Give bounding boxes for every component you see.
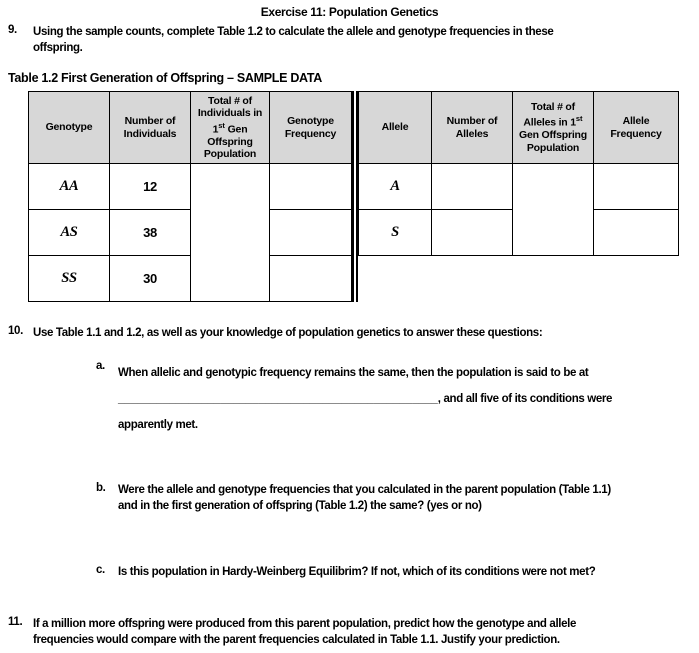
number-alleles-S-blank-cell [432, 210, 513, 256]
genotype-header-row [29, 92, 352, 164]
header-total-individuals-pre: Total # of Individuals in 1 [197, 94, 263, 135]
genotype-section-table [28, 91, 352, 302]
header-number-of-individuals: Number of Individuals [110, 92, 191, 164]
genotype-frequency-SS-blank-cell [270, 256, 352, 302]
ordinal-superscript: st [218, 120, 225, 130]
table-row [359, 164, 679, 210]
genotype-frequency-AA-blank-cell [270, 164, 352, 210]
question-10a-line-3: apparently met. [118, 419, 198, 431]
question-10-number: 10. [8, 325, 23, 337]
table-1-2-caption: Table 1.2 First Generation of Offspring – SAMPLE DATA [8, 71, 322, 85]
question-11 [8, 616, 691, 648]
question-11-line-1: If a million more offspring were produced from this parent population, predict how the genotype and allele [33, 618, 577, 630]
total-alleles-blank-cell [513, 164, 594, 256]
number-alleles-A-blank-cell [432, 164, 513, 210]
question-10b-text [118, 482, 611, 514]
total-individuals-blank-cell [191, 164, 270, 302]
question-10b-line-2: and in the first generation of offspring (Table 1.2) the same? (yes or no) [118, 500, 482, 512]
allele-S: S [359, 210, 432, 256]
question-10c [96, 564, 691, 580]
table-row [29, 210, 352, 256]
page-title: Exercise 11: Population Genetics [260, 5, 439, 19]
allele-frequency-A-blank-cell [594, 164, 679, 210]
question-10 [8, 325, 691, 341]
genotype-frequency-AS-blank-cell [270, 210, 352, 256]
question-9-text [33, 24, 553, 56]
genotype-AA: AA [29, 164, 110, 210]
question-9 [8, 24, 691, 56]
question-9-number: 9. [8, 24, 17, 36]
question-9-line-2: offspring. [33, 42, 83, 54]
header-total-alleles [513, 92, 594, 164]
table-1-2 [28, 91, 691, 302]
question-9-line-1: Using the sample counts, complete Table 1.2 to calculate the allele and genotype frequencies in these [33, 26, 554, 38]
ordinal-superscript: st [575, 114, 583, 124]
header-genotype: Genotype [29, 92, 110, 164]
question-11-line-2: frequencies would compare with the parent frequencies calculated in Table 1.1. Justify your prediction. [33, 634, 560, 646]
genotype-AS: AS [29, 210, 110, 256]
question-10a-line-1: When allelic and genotypic frequency remains the same, then the population is said to be at [118, 367, 589, 379]
number-individuals-AS: 38 [110, 210, 191, 256]
allele-header-row [359, 92, 679, 164]
question-11-text [33, 616, 576, 648]
question-10a-text [118, 360, 612, 438]
question-10c-label: c. [96, 564, 105, 576]
header-allele-frequency: Allele Frequency [594, 92, 679, 164]
header-number-of-alleles: Number of Alleles [432, 92, 513, 164]
question-10-text [33, 325, 542, 341]
question-10-line-1: Use Table 1.1 and 1.2, as well as your knowledge of population genetics to answer these questions: [33, 327, 543, 339]
question-10b-label: b. [96, 482, 106, 494]
answer-blank: __________________________________________________ [118, 393, 438, 405]
header-total-alleles-post: Gen Offspring Population [519, 129, 587, 154]
header-genotype-frequency: Genotype Frequency [270, 92, 352, 164]
allele-A: A [359, 164, 432, 210]
number-individuals-SS: 30 [110, 256, 191, 302]
question-10a-label: a. [96, 360, 105, 372]
header-total-individuals [191, 92, 270, 164]
question-10b-line-1: Were the allele and genotype frequencies that you calculated in the parent population (Table 1.1) [118, 484, 611, 496]
genotype-SS: SS [29, 256, 110, 302]
allele-section-table [358, 91, 679, 256]
question-10b [96, 482, 691, 514]
question-11-number: 11. [8, 616, 23, 628]
header-total-alleles-pre: Total # of Alleles in 1 [523, 100, 576, 129]
header-allele: Allele [359, 92, 432, 164]
allele-frequency-S-blank-cell [594, 210, 679, 256]
table-row [29, 164, 352, 210]
table-row [29, 256, 352, 302]
question-10a [96, 360, 691, 438]
question-10c-text [118, 564, 595, 580]
number-individuals-AA: 12 [110, 164, 191, 210]
question-10a-line-2-suffix: , and all five of its conditions were [437, 393, 613, 405]
question-10c-line-1: Is this population in Hardy-Weinberg Equilibrim? If not, which of its conditions were not met? [118, 566, 596, 578]
question-10a-line-2 [118, 386, 612, 412]
header-total-individuals-post: Gen Offspring Population [203, 123, 257, 160]
